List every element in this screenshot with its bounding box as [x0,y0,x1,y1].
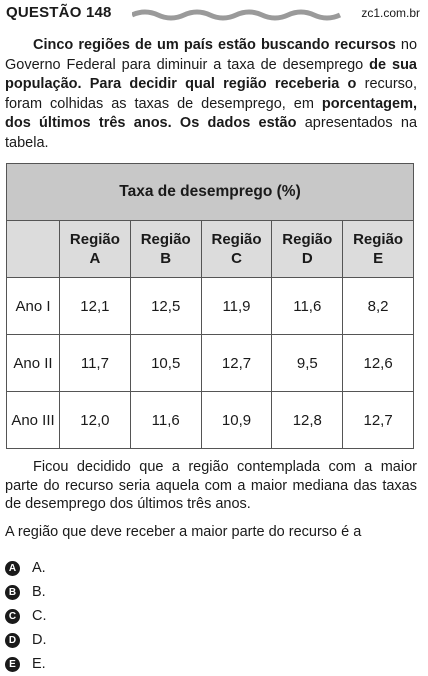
column-header-line: Região [211,231,262,248]
table-row [7,392,414,449]
table-cell: 12,1 [60,278,131,335]
table-cell: 12,7 [343,392,414,449]
column-header-letter: C [231,250,242,267]
table-cell: 12,8 [272,392,343,449]
column-header-line: Região [69,231,120,248]
row-label: Ano III [7,392,60,449]
option-a[interactable] [5,556,47,580]
option-letter-badge: E [5,657,20,672]
intro-line-5: porcentagem, dos últimos três anos. Os dados estão [5,95,417,131]
question-prompt: A região que deve receber a maior parte do recurso é a [5,524,362,540]
table-cell: 10,9 [201,392,272,449]
column-header-letter: E [373,250,384,267]
table-cell: 12,0 [60,392,131,449]
column-header-letter: D [301,250,313,267]
table-cell: 11,6 [130,392,201,449]
option-letter-badge: D [5,633,20,648]
option-text: B. [32,584,46,600]
unemployment-table [6,163,414,449]
column-header-letter: B [160,250,172,267]
table-cell: 12,5 [130,278,201,335]
option-letter-badge: C [5,609,20,624]
corner-cell [7,221,60,278]
intro-line-3: de sua população. Para decidir qual região receberia o [5,56,418,92]
question-header [4,4,424,24]
column-header-b [130,221,201,278]
table-cell: 12,7 [201,335,272,392]
table-cell: 10,5 [130,335,201,392]
column-header-letter: A [89,250,101,267]
row-label: Ano I [7,278,60,335]
option-d[interactable] [5,628,47,652]
option-letter-badge: B [5,585,20,600]
option-c[interactable] [5,604,47,628]
intro-line-2: no Governo Federal para diminuir a taxa de desemprego [5,37,418,73]
table-caption: Taxa de desemprego (%) [7,164,414,221]
table-cell: 12,6 [343,335,414,392]
table-cell: 11,9 [201,278,272,335]
column-header-e [343,221,414,278]
row-label: Ano II [7,335,60,392]
option-text: E. [32,656,46,672]
column-header-c [201,221,272,278]
column-header-line: Região [353,231,404,248]
column-header-line: Região [282,231,333,248]
intro-line-6: apresentados na tabela. [5,115,418,151]
option-b[interactable] [5,580,47,604]
table-cell: 11,6 [272,278,343,335]
option-text: A. [32,560,46,576]
table-row [7,278,414,335]
wave-divider-icon [132,7,344,21]
column-header-a [60,221,131,278]
column-header-d [272,221,343,278]
table-cell: 11,7 [60,335,131,392]
intro-paragraph [5,36,417,153]
option-text: D. [32,632,47,648]
table-cell: 8,2 [343,278,414,335]
intro-line-1: Cinco regiões de um país estão buscando recursos [33,37,396,53]
option-e[interactable] [5,652,47,676]
column-header-line: Região [140,231,191,248]
answer-options [5,556,47,676]
intro-line-4: recurso, foram colhidas as taxas de desemprego, em [5,76,417,112]
site-label: zc1.com.br [361,6,420,20]
table-cell: 9,5 [272,335,343,392]
option-letter-badge: A [5,561,20,576]
question-number: QUESTÃO 148 [6,4,112,21]
option-text: C. [32,608,47,624]
conclusion-paragraph: Ficou decidido que a região contemplada com a maior parte do recurso seria aquela com a maior mediana das taxas de desemprego dos últimos três anos. [5,459,417,512]
table-row [7,335,414,392]
